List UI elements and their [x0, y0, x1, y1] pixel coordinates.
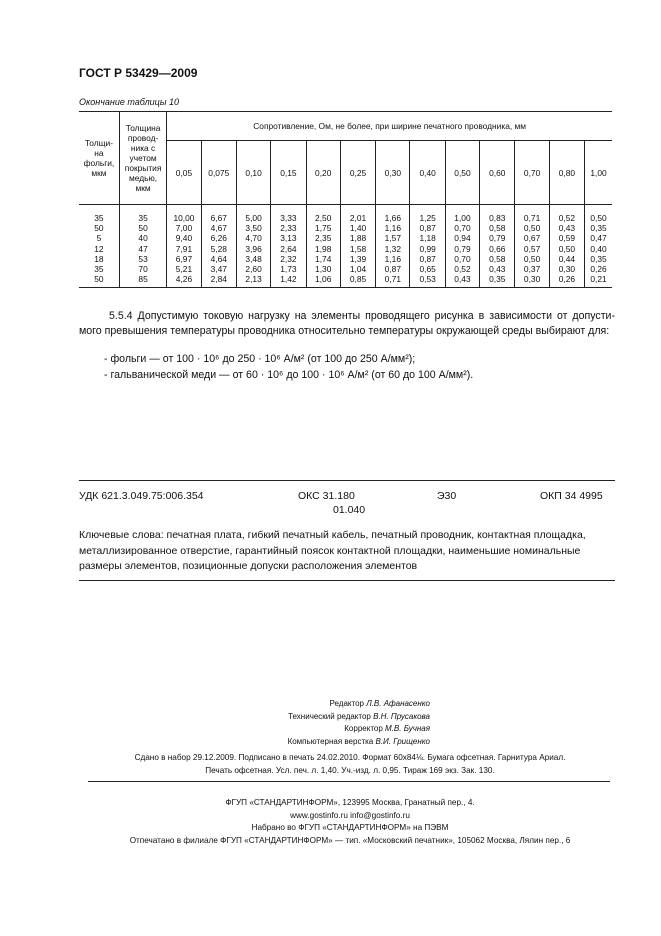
- foil-header: Толщи- на фольги, мкм: [79, 112, 119, 205]
- okp-code: ОКП 34 4995: [540, 490, 603, 502]
- list-item-foil: - фольги — от 100 · 10⁶ до 250 · 10⁶ А/м² (от 100 до 250 А/мм²);: [104, 353, 416, 365]
- oks-code-2: 01.040: [333, 504, 366, 516]
- foil-column: 35 50 5 12 18 35 50: [79, 205, 119, 288]
- width-header: 0,10: [236, 141, 270, 205]
- width-header: 0,15: [271, 141, 306, 205]
- oks-code: ОКС 31.180: [298, 490, 355, 502]
- width-header: 0,25: [340, 141, 375, 205]
- width-header: 0,20: [306, 141, 340, 205]
- value-column: 0,71 0,50 0,67 0,57 0,50 0,37 0,30: [515, 205, 549, 288]
- document-header: ГОСТ Р 53429—2009: [79, 66, 198, 80]
- credit-editor: Редактор Л.В. Афанасенко: [329, 699, 430, 708]
- resistance-group-header: Сопротивление, Ом, не более, при ширине печатного проводника, мм: [167, 112, 612, 141]
- value-column: 2,50 1,75 2,35 1,98 1,74 1,30 1,06: [306, 205, 340, 288]
- width-header: 0,075: [201, 141, 236, 205]
- value-column: 6,67 4,67 6,26 5,28 4,64 3,47 2,84: [201, 205, 236, 288]
- value-column: 1,66 1,16 1,57 1,32 1,16 0,87 0,71: [376, 205, 410, 288]
- width-header: 0,50: [445, 141, 479, 205]
- value-column: 0,50 0,35 0,47 0,40 0,35 0,26 0,21: [585, 205, 612, 288]
- udk-code: УДК 621.3.049.75:006.354: [79, 490, 204, 502]
- list-item-copper: - гальванической меди — от 60 · 10⁶ до 100 · 10⁶ А/м² (от 60 до 100 А/мм²).: [104, 369, 474, 381]
- width-header: 0,70: [515, 141, 549, 205]
- publisher-info: ФГУП «СТАНДАРТИНФОРМ», 123995 Москва, Гранатный пер., 4. www.gostinfo.ru info@gostinfo.ru Набрано во ФГУП «СТАНДАРТИНФОРМ» на ПЭВМ Отпечатано в филиале ФГУП «СТАНДАРТИНФОРМ» — тип. «Московский печатник», 105062 Москва, Лялин пер., 6: [129, 798, 571, 845]
- divider: [79, 580, 615, 581]
- keywords: Ключевые слова: печатная плата, гибкий печатный кабель, печатный проводник, контактная площадка, металлизированное отверстие, гарантийный поясок контактной площадки, наименьшие номинальные размеры элементов, позиционные допуски расположения элементов: [79, 529, 586, 572]
- divider: [88, 781, 610, 782]
- width-header: 0,60: [480, 141, 515, 205]
- width-header: 0,40: [410, 141, 445, 205]
- resistance-table: [79, 111, 612, 288]
- value-column: 3,33 2,33 3,13 2,64 2,32 1,73 1,42: [271, 205, 306, 288]
- divider: [79, 480, 615, 481]
- width-header: 0,80: [549, 141, 584, 205]
- width-header: 0,30: [376, 141, 410, 205]
- value-column: 10,00 7,00 9,40 7,91 6,97 5,21 4,26: [167, 205, 201, 288]
- value-column: 1,25 0,87 1,18 0,99 0,87 0,65 0,53: [410, 205, 445, 288]
- credit-corrector: Корректор М.В. Бучная: [344, 724, 430, 733]
- value-column: 0,83 0,58 0,79 0,66 0,58 0,43 0,35: [480, 205, 515, 288]
- width-header: 1,00: [585, 141, 612, 205]
- table-caption: Окончание таблицы 10: [79, 97, 179, 107]
- value-column: 5,00 3,50 4,70 3,96 3,48 2,60 2,13: [236, 205, 270, 288]
- credit-layout: Компьютерная верстка В.И. Грищенко: [287, 736, 430, 746]
- credit-tech-editor: Технический редактор В.Н. Прусакова: [288, 711, 430, 721]
- thickness-header: Толщина провод- ника с учетом покрытия медью, мкм: [119, 112, 166, 205]
- paragraph-5-5-4: 5.5.4 Допустимую токовую нагрузку на элементы проводящего рисунка в зависимости от допусти-мого превышения температуры проводника относительно температуры окружающей среды выбирают для:: [79, 310, 615, 337]
- thickness-column: 35 50 40 47 53 70 85: [119, 205, 166, 288]
- width-header: 0,05: [167, 141, 201, 205]
- e30-code: Э30: [437, 490, 457, 502]
- value-column: 1,00 0,70 0,94 0,79 0,70 0,52 0,43: [445, 205, 479, 288]
- value-column: 2,01 1,40 1,88 1,58 1,39 1,04 0,85: [340, 205, 375, 288]
- value-column: 0,52 0,43 0,59 0,50 0,44 0,30 0,26: [549, 205, 584, 288]
- credits-block: [180, 698, 430, 748]
- print-info: Сдано в набор 29.12.2009. Подписано в печать 24.02.2010. Формат 60х84⅛. Бумага офсетная. Гарнитура Ариал. Печать офсетная. Усл. печ. л. 1,40. Уч.-изд. л. 0,95. Тираж 169 экз. Зак. 130.: [134, 753, 566, 775]
- table-body-row: [79, 205, 612, 288]
